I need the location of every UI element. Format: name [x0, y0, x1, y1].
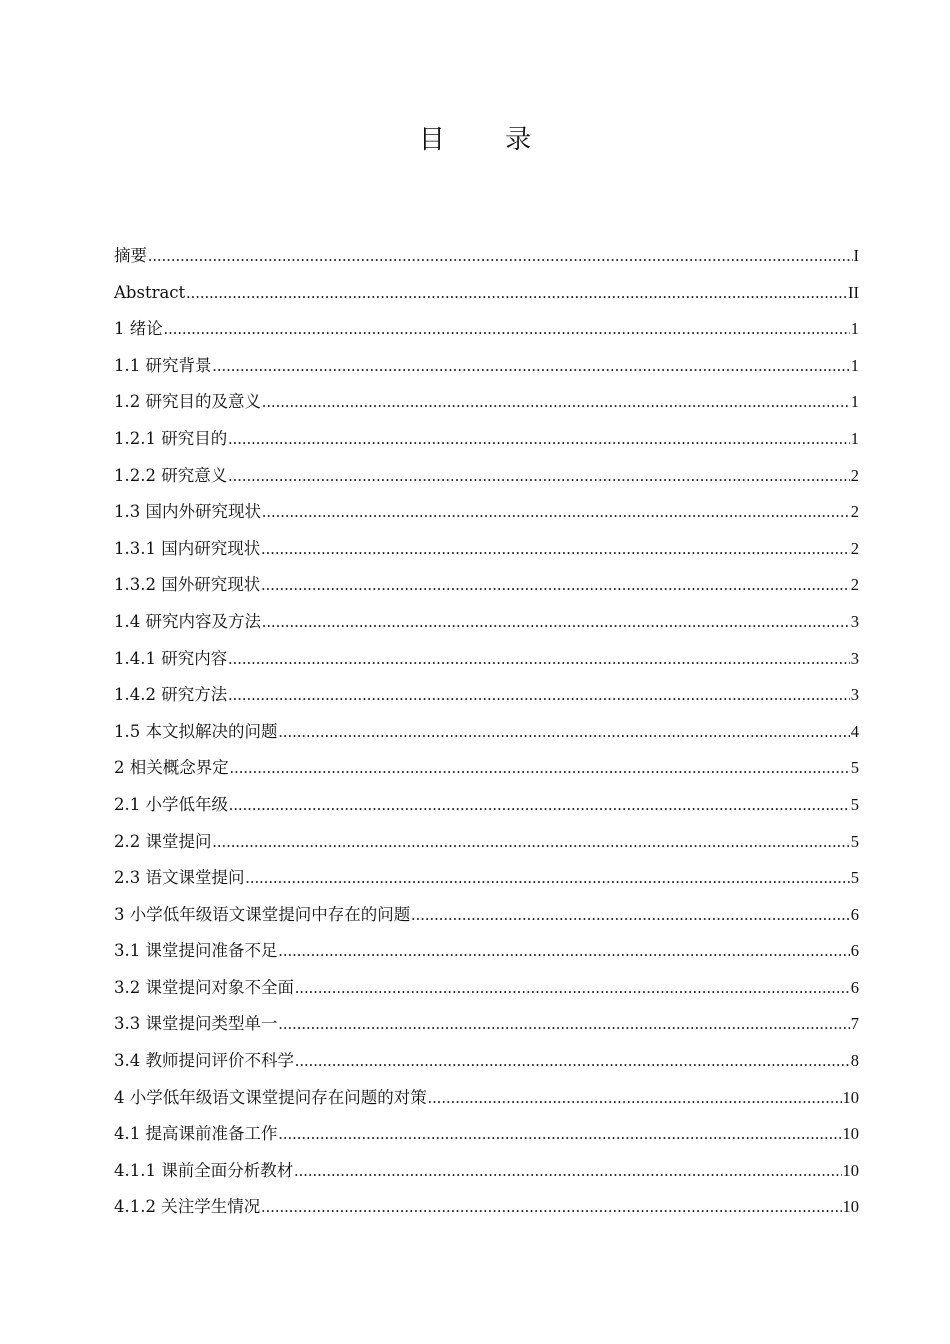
toc-dot-leader: [411, 897, 850, 934]
toc-entry-page: 1: [850, 392, 859, 412]
toc-dot-leader: [294, 1153, 841, 1190]
toc-entry-page: 1: [850, 355, 859, 375]
toc-entry-label: Abstract: [114, 282, 186, 302]
toc-entry-label: 1.2.1 研究目的: [114, 428, 228, 448]
toc-entry[interactable]: [114, 1080, 859, 1117]
toc-entry-label: 1.4.2 研究方法: [114, 685, 228, 705]
toc-entry-label: 3.2 课堂提问对象不全面: [114, 977, 294, 997]
toc-dot-leader: [186, 275, 847, 312]
toc-entry[interactable]: [114, 567, 859, 604]
toc-entry[interactable]: [114, 531, 859, 568]
toc-entry-label: 1.2 研究目的及意义: [114, 392, 261, 412]
toc-dot-leader: [246, 860, 850, 897]
toc-dot-leader: [228, 458, 850, 495]
toc-entry-page: 5: [850, 868, 859, 888]
toc-dot-leader: [148, 238, 853, 275]
toc-entry[interactable]: [114, 750, 859, 787]
toc-dot-leader: [295, 970, 850, 1007]
toc-entry-page: 2: [850, 575, 859, 595]
toc-entry-label: 4 小学低年级语文课堂提问存在问题的对策: [114, 1087, 427, 1107]
toc-entry-label: 1.5 本文拟解决的问题: [114, 721, 278, 741]
toc-entry[interactable]: [114, 348, 859, 385]
toc-entry-page: I: [853, 246, 859, 265]
toc-entry-page: 3: [850, 685, 859, 705]
toc-dot-leader: [261, 531, 850, 568]
toc-entry[interactable]: [114, 787, 859, 824]
toc-entry[interactable]: [114, 641, 859, 678]
toc-entry[interactable]: [114, 494, 859, 531]
toc-entry[interactable]: [114, 458, 859, 495]
toc-entry-page: 10: [842, 1087, 859, 1107]
toc-entry-label: 3.1 课堂提问准备不足: [114, 941, 278, 961]
toc-entry-label: 1 绪论: [114, 319, 163, 339]
toc-entry-page: 5: [850, 831, 859, 851]
toc-entry[interactable]: [114, 275, 859, 312]
toc-entry[interactable]: [114, 1116, 859, 1153]
toc-entry[interactable]: [114, 897, 859, 934]
toc-entry-label: 1.1 研究背景: [114, 355, 212, 375]
toc-entry-label: 1.4.1 研究内容: [114, 648, 228, 668]
toc-entry-label: 1.4 研究内容及方法: [114, 611, 261, 631]
toc-entry[interactable]: [114, 1189, 859, 1226]
toc-entry[interactable]: [114, 421, 859, 458]
toc-entry-page: 10: [842, 1124, 859, 1144]
toc-entry[interactable]: [114, 714, 859, 751]
toc-entry-page: 2: [850, 538, 859, 558]
toc-dot-leader: [213, 348, 850, 385]
toc-entry-page: 2: [850, 502, 859, 522]
toc-dot-leader: [230, 750, 850, 787]
toc-dot-leader: [262, 604, 850, 641]
toc-entry-page: 5: [850, 794, 859, 814]
toc-entry-label: 4.1.1 课前全面分析教材: [114, 1160, 294, 1180]
toc-entry-page: 7: [850, 1014, 859, 1034]
toc-entry-page: 8: [850, 1051, 859, 1071]
toc-entry-page: 4: [850, 721, 859, 741]
toc-dot-leader: [428, 1080, 842, 1117]
toc-entry[interactable]: [114, 1006, 859, 1043]
toc-entry[interactable]: [114, 604, 859, 641]
toc-entry[interactable]: [114, 238, 859, 275]
toc-entry-label: 2.2 课堂提问: [114, 831, 212, 851]
toc-dot-leader: [228, 641, 850, 678]
toc-dot-leader: [164, 311, 850, 348]
toc-entry-page: 1: [850, 428, 859, 448]
toc-entry[interactable]: [114, 677, 859, 714]
toc-entry[interactable]: [114, 1043, 859, 1080]
toc-entry-page: 10: [842, 1197, 859, 1217]
toc-dot-leader: [261, 1189, 841, 1226]
toc-entry-label: 1.3 国内外研究现状: [114, 502, 261, 522]
toc-dot-leader: [229, 787, 850, 824]
toc-entry[interactable]: [114, 824, 859, 861]
toc-dot-leader: [279, 714, 850, 751]
toc-entry[interactable]: [114, 860, 859, 897]
toc-dot-leader: [279, 1006, 850, 1043]
toc-entry-label: 2.3 语文课堂提问: [114, 868, 245, 888]
toc-dot-leader: [262, 494, 850, 531]
toc-dot-leader: [279, 1116, 842, 1153]
toc-entry-page: 6: [850, 977, 859, 997]
toc-entry-label: 4.1 提高课前准备工作: [114, 1124, 278, 1144]
toc-entry-label: 2 相关概念界定: [114, 758, 229, 778]
toc-dot-leader: [295, 1043, 850, 1080]
toc-dot-leader: [213, 824, 850, 861]
toc-entry-page: 3: [850, 648, 859, 668]
toc-entry-page: 6: [850, 904, 859, 924]
toc-entry[interactable]: [114, 933, 859, 970]
toc-dot-leader: [228, 421, 850, 458]
toc-entry-label: 1.3.2 国外研究现状: [114, 575, 261, 595]
toc-title: 目 录: [418, 125, 558, 155]
toc-entry-label: 3.4 教师提问评价不科学: [114, 1051, 294, 1071]
toc-entry-label: 1.3.1 国内研究现状: [114, 538, 261, 558]
toc-entry-label: 摘要: [114, 246, 147, 265]
toc-entry-page: 6: [850, 941, 859, 961]
toc-entry[interactable]: [114, 311, 859, 348]
toc-entry[interactable]: [114, 384, 859, 421]
toc-dot-leader: [228, 677, 850, 714]
toc-list: [114, 238, 859, 1226]
toc-dot-leader: [279, 933, 850, 970]
toc-entry-page: 10: [842, 1160, 859, 1180]
toc-dot-leader: [261, 567, 850, 604]
toc-entry-label: 4.1.2 关注学生情况: [114, 1197, 261, 1217]
toc-entry-label: 3 小学低年级语文课堂提问中存在的问题: [114, 904, 411, 924]
toc-dot-leader: [262, 384, 850, 421]
toc-entry-label: 2.1 小学低年级: [114, 794, 228, 814]
toc-entry-page: II: [848, 282, 859, 302]
toc-entry[interactable]: [114, 1153, 859, 1190]
toc-entry-page: 5: [850, 758, 859, 778]
toc-entry-page: 3: [850, 611, 859, 631]
toc-entry[interactable]: [114, 970, 859, 1007]
toc-entry-label: 3.3 课堂提问类型单一: [114, 1014, 278, 1034]
toc-entry-page: 1: [850, 319, 859, 339]
toc-entry-page: 2: [850, 465, 859, 485]
toc-entry-label: 1.2.2 研究意义: [114, 465, 228, 485]
